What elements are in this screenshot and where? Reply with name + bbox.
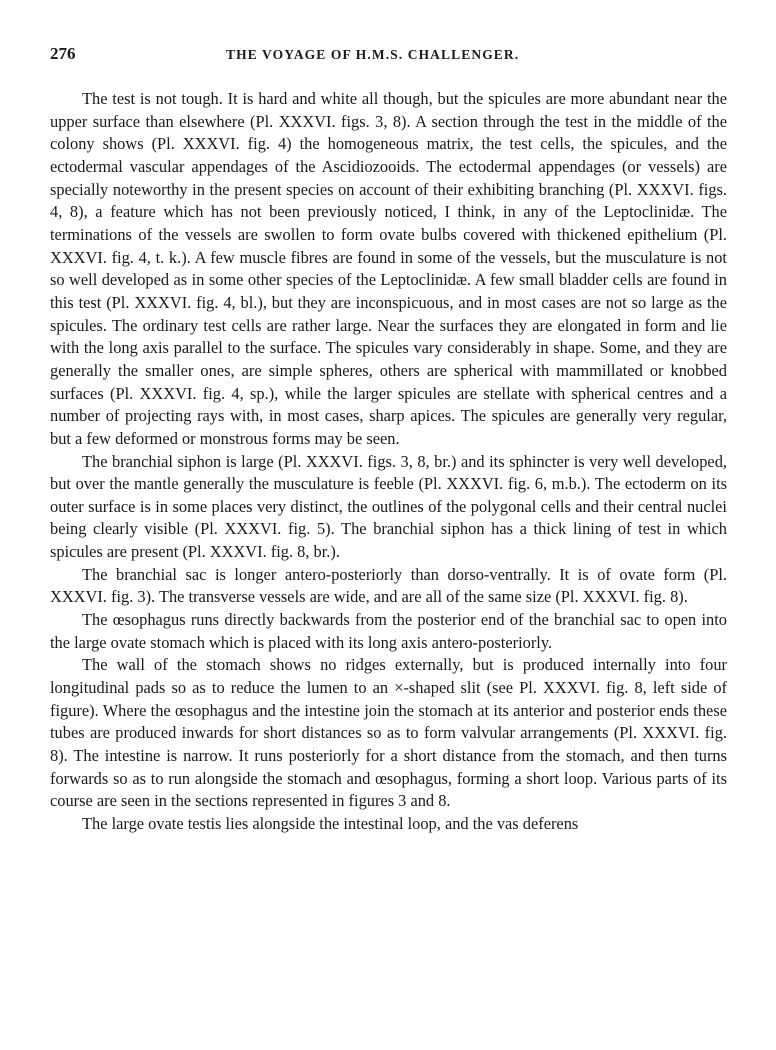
page-number: 276 xyxy=(50,44,76,63)
running-title: THE VOYAGE OF H.M.S. CHALLENGER. xyxy=(226,47,520,62)
paragraph-test-description: The test is not tough. It is hard and white all though, but the spicules are more abundant near the upper surface than elsewhere (Pl. XXXVI. figs. 3, 8). A section through the test in the middle of the colony shows (Pl. XXXVI. fig. 4) the homogeneous matrix, the test cells, the spicules, and the ectodermal vascular appendages of the Ascidiozooids. The ectodermal appendages (or vessels) are specially noteworthy in the present species on account of their exhibiting branching (Pl. XXXVI. figs. 4, 8), a feature which has not been previously noticed, I think, in any of the Leptoclinidæ. The terminations of the vessels are swollen to form ovate bulbs covered with thickened epithelium (Pl. XXXVI. fig. 4, t. k.). A few muscle fibres are found in some of the vessels, but the musculature is not so well developed as in some other species of the Leptoclinidæ. A few small bladder cells are found in this test (Pl. XXXVI. fig. 4, bl.), but they are inconspicuous, and in most cases are not so large as the spicules. The ordinary test cells are rather large. Near the surfaces they are elongated in form and lie with the long axis parallel to the surface. The spicules vary considerably in shape. Some, and they are generally the smaller ones, are simple spheres, others are spherical with mammillated or knobbed surfaces (Pl. XXXVI. fig. 4, sp.), while the larger spicules are stellate with spherical centres and a number of projecting rays with, in most cases, sharp apices. The spicules are generally very regular, but a few deformed or monstrous forms may be seen. xyxy=(50,89,727,448)
paragraph-branchial-siphon: The branchial siphon is large (Pl. XXXVI. figs. 3, 8, br.) and its sphincter is very well developed, but over the mantle generally the musculature is feeble (Pl. XXXVI. fig. 6, m.b.). The ectoderm on its outer surface is in some places very distinct, the outlines of the polygonal cells and their central nuclei being clearly visible (Pl. XXXVI. fig. 5). The branchial siphon has a thick lining of test in which spicules are present (Pl. XXXVI. fig. 8, br.). xyxy=(50,451,727,562)
page xyxy=(50,44,727,836)
paragraph-branchial-sac: The branchial sac is longer antero-posteriorly than dorso-ventrally. It is of ovate form (Pl. XXXVI. fig. 3). The transverse vessels are wide, and are all of the same size (Pl. XXXVI. fig. 8). xyxy=(50,564,727,607)
body-text xyxy=(50,88,727,836)
paragraph-oesophagus: The œsophagus runs directly backwards from the posterior end of the branchial sac to open into the large ovate stomach which is placed with its long axis antero-posteriorly. xyxy=(50,610,727,652)
running-head xyxy=(50,44,727,66)
paragraph-stomach: The wall of the stomach shows no ridges externally, but is produced internally into four longitudinal pads so as to reduce the lumen to an ×-shaped slit (see Pl. XXXVI. fig. 8, left side of figure). Where the œsophagus and the intestine join the stomach at its anterior and posterior ends these tubes are produced inwards for short distances so as to form valvular arrangements (Pl. XXXVI. fig. 8). The intestine is narrow. It runs posteriorly for a short distance from the stomach, and then turns forwards so as to run alongside the stomach and œsophagus, forming a short loop. Various parts of its course are seen in the sections represented in figures 3 and 8. xyxy=(50,655,727,811)
paragraph-testis: The large ovate testis lies alongside the intestinal loop, and the vas deferens xyxy=(82,814,579,833)
